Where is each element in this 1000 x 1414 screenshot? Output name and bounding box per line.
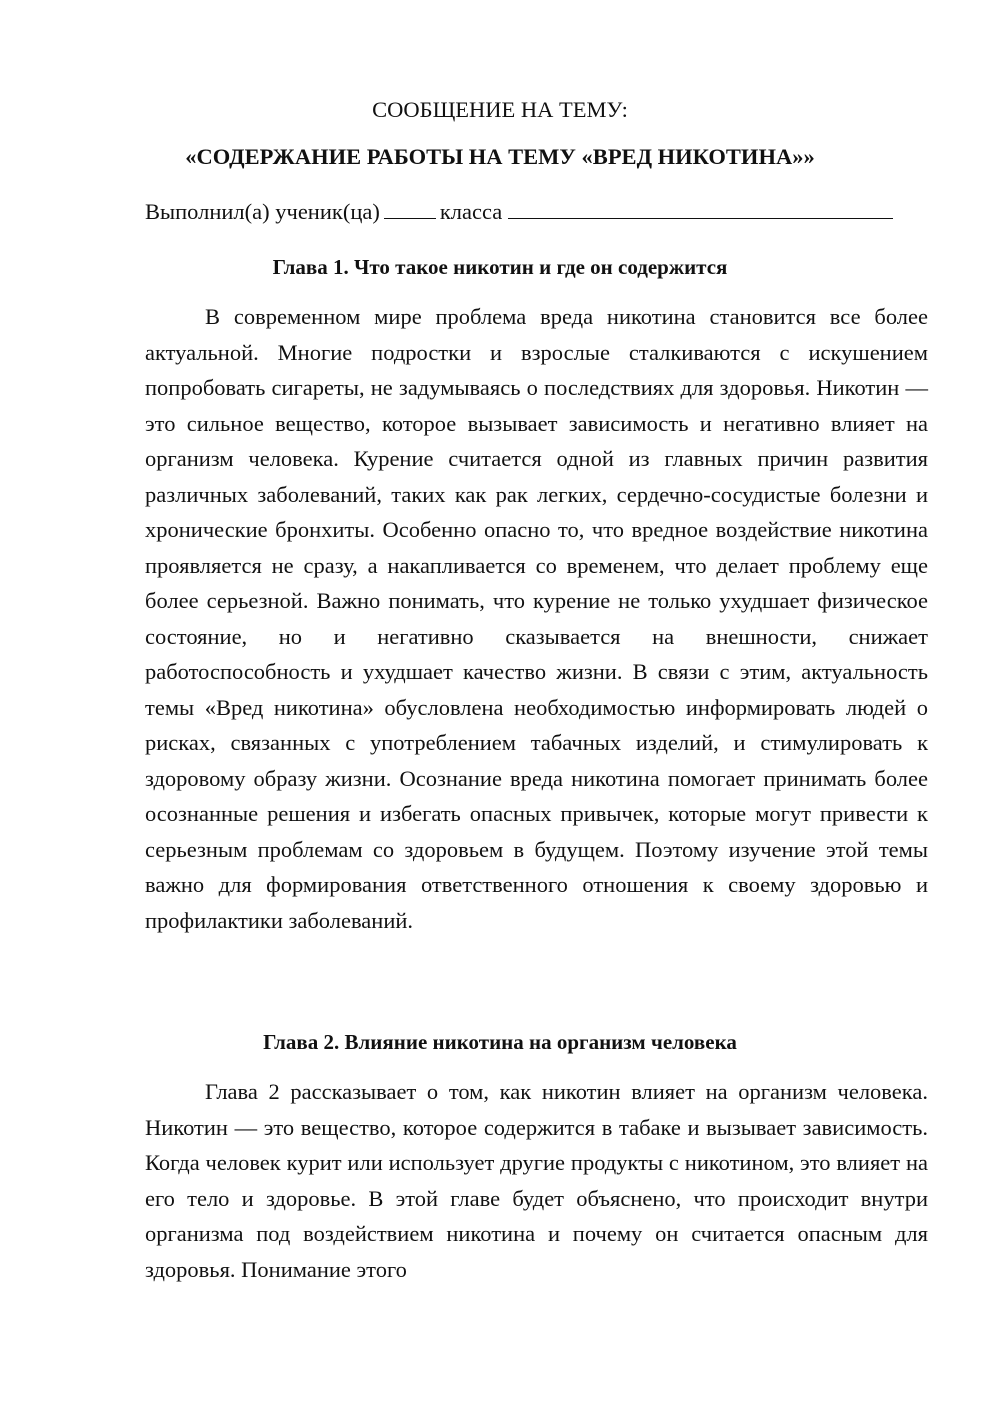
- class-name-blank: [508, 198, 893, 219]
- chapter-2-paragraph: Глава 2 рассказывает о том, как никотин влияет на организм человека. Никотин — это вещество, которое содержится в табаке и вызывает зависимость. Когда человек курит или использует другие продукты с никотином, это влияет на его тело и здоровье. В этой главе будет объяснено, что происходит внутри организма под воздействием никотина и почему он считается опасным для здоровья. Понимание этого: [145, 1079, 928, 1282]
- author-line: [145, 198, 935, 226]
- grade-blank: [384, 198, 436, 219]
- document-title-line-2: «СОДЕРЖАНИЕ РАБОТЫ НА ТЕМУ «ВРЕД НИКОТИНА»»: [185, 144, 815, 169]
- document-title-line-1: СООБЩЕНИЕ НА ТЕМУ:: [372, 97, 628, 122]
- class-label: класса: [439, 199, 503, 224]
- chapter-1-heading: Глава 1. Что такое никотин и где он содержится: [272, 255, 728, 279]
- chapter-2-heading: Глава 2. Влияние никотина на организм человека: [263, 1030, 737, 1054]
- author-label: Выполнил(а) ученик(ца): [145, 199, 380, 224]
- chapter-1-paragraph: В современном мире проблема вреда никотина становится все более актуальной. Многие подростки и взрослые сталкиваются с искушением попробовать сигареты, не задумываясь о последствиях для здоровья. Никотин — это сильное вещество, которое вызывает зависимость и негативно влияет на организм человека. Курение считается одной из главных причин развития различных заболеваний, таких как рак легких, сердечно-сосудистые болезни и хронические бронхиты. Особенно опасно то, что вредное воздействие никотина проявляется не сразу, а накапливается со временем, что делает проблему еще более серьезной. Важно понимать, что курение не только ухудшает физическое состояние, но и негативно сказывается на внешности, снижает работоспособность и ухудшает качество жизни. В связи с этим, актуальность темы «Вред никотина» обусловлена необходимостью информировать людей о рисках, связанных с употреблением табачных изделий, и стимулировать к здоровому образу жизни. Осознание вреда никотина помогает принимать более осознанные решения и избегать опасных привычек, которые могут привести к серьезным проблемам со здоровьем в будущем. Поэтому изучение этой темы важно для формирования ответственного отношения к своему здоровью и профилактики заболеваний.: [145, 304, 928, 933]
